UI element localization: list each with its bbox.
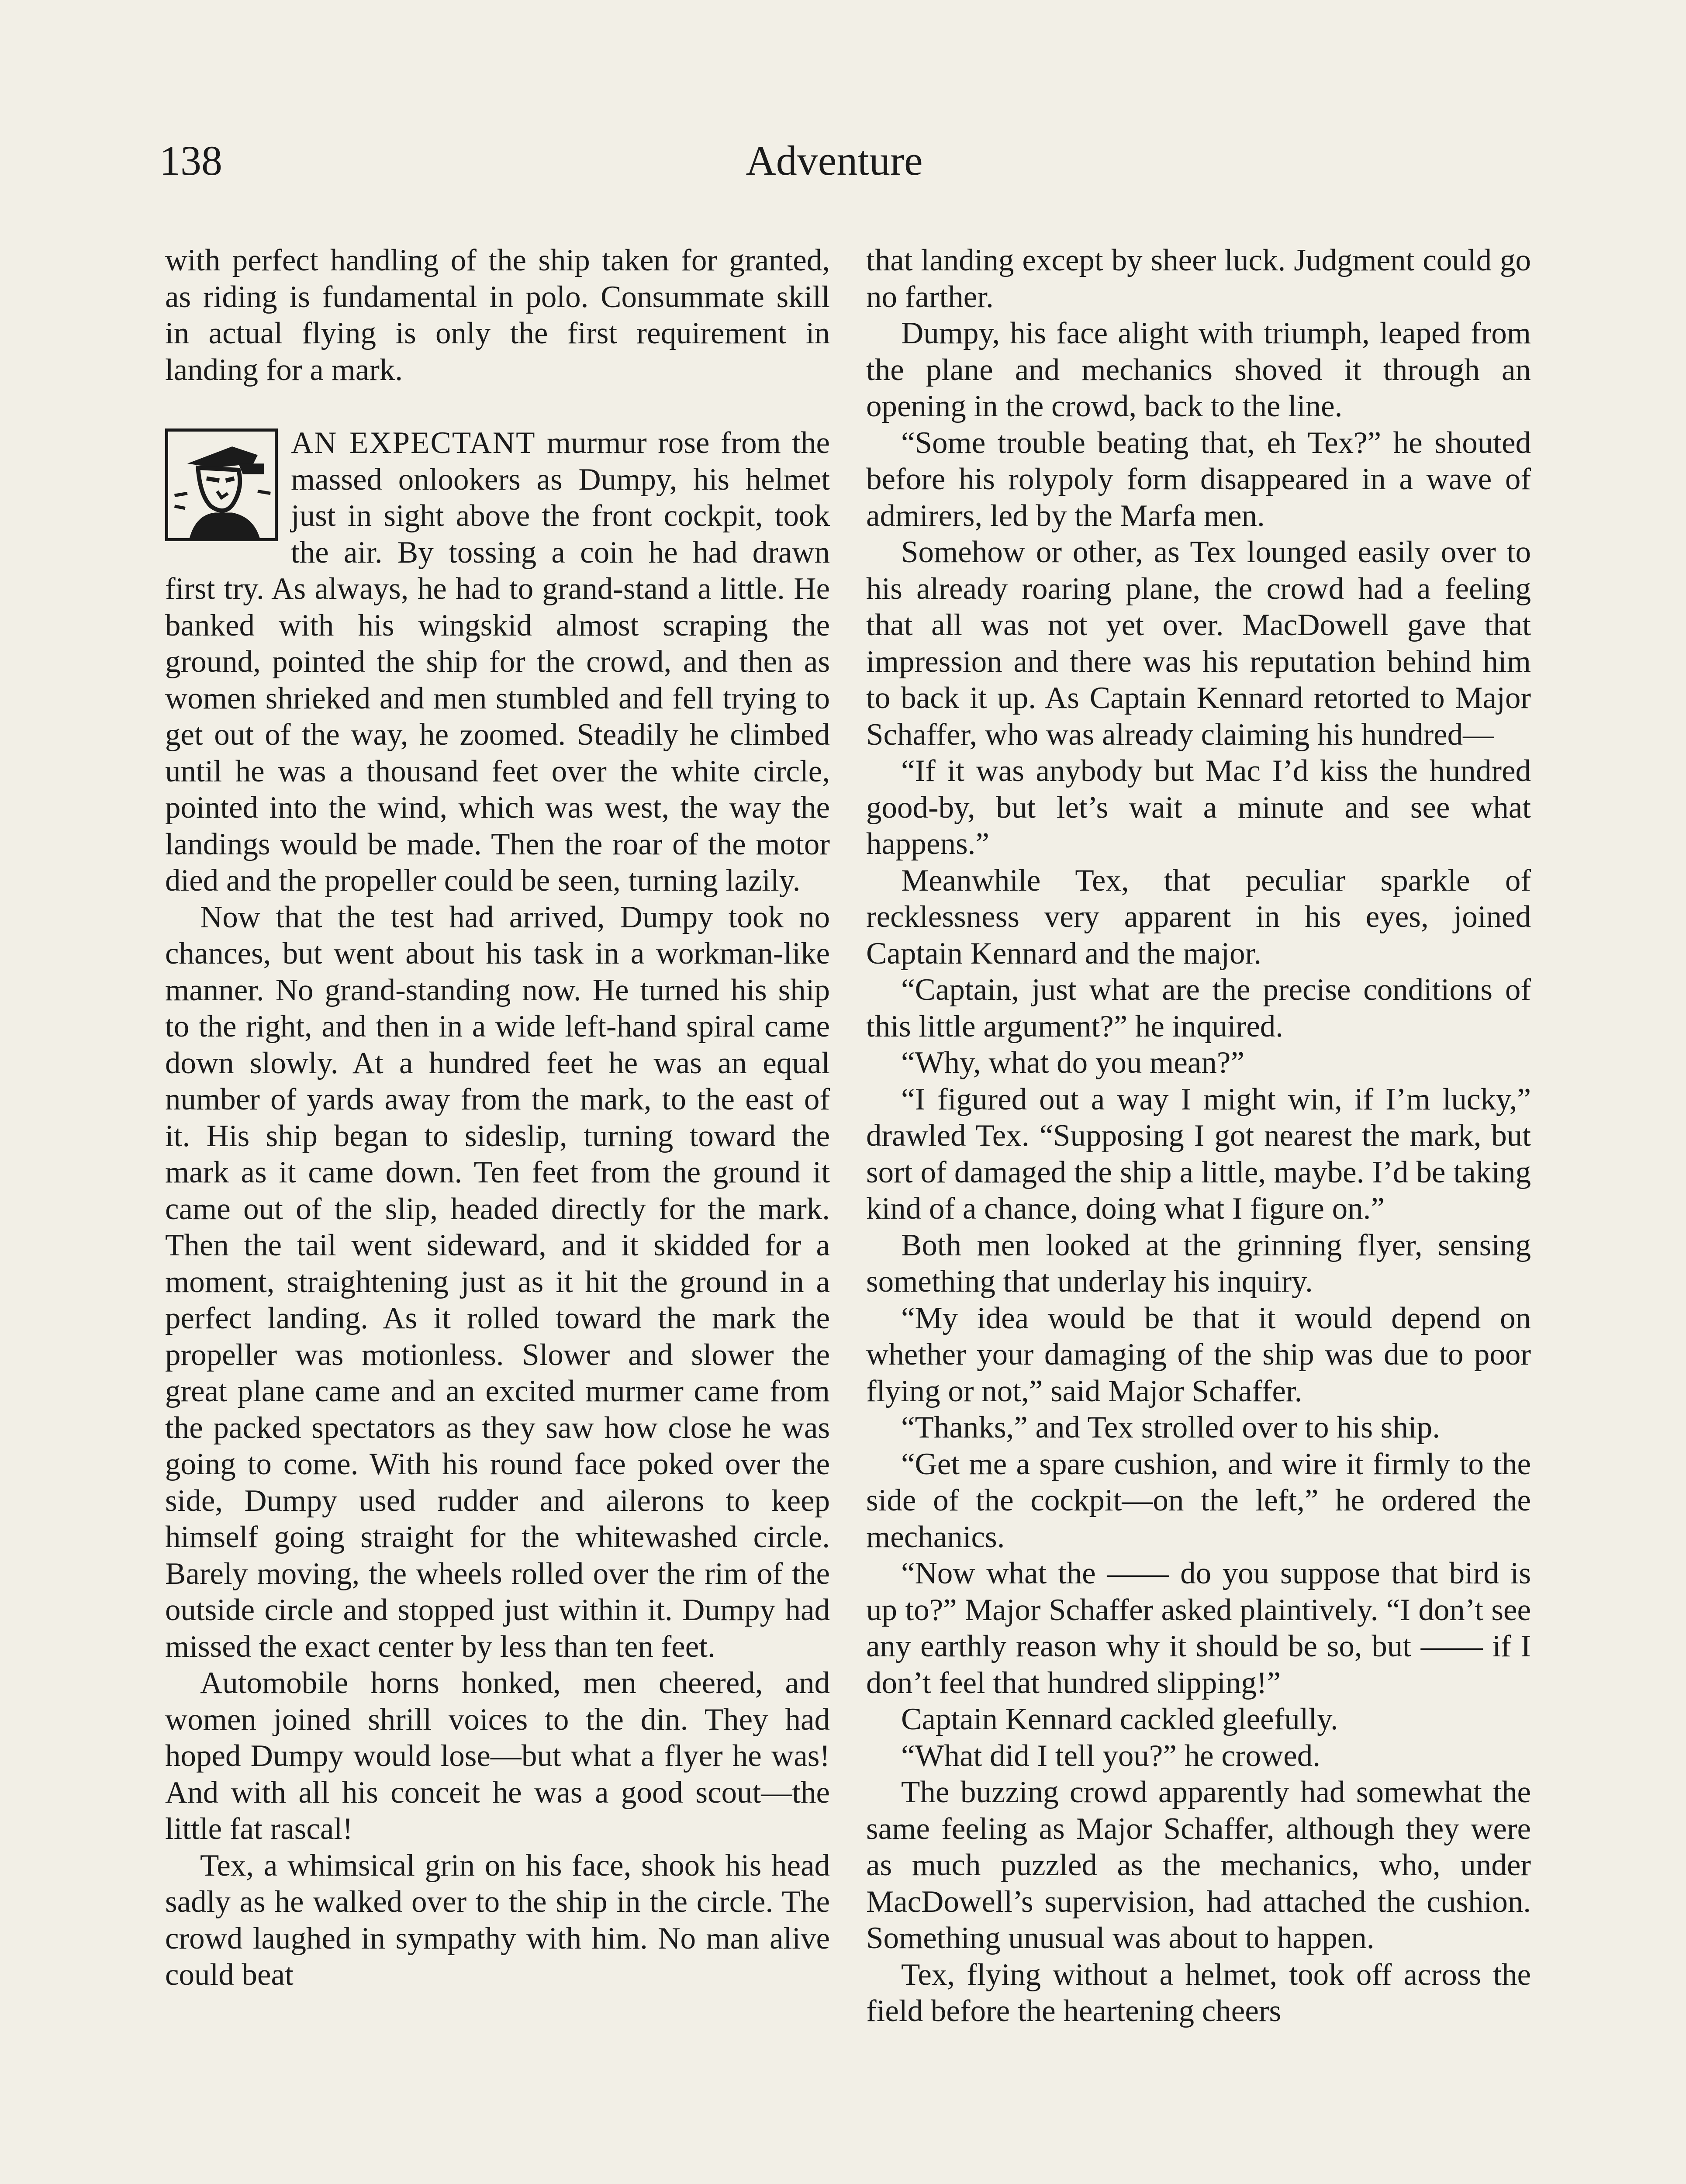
page-number: 138 [159,137,222,184]
dropcap-lead: AN EXPECTANT [291,426,536,460]
paragraph: Dumpy, his face alight with triumph, leaped from the plane and mechanics shoved it through an opening in the crowd, back to the line. [866,316,1531,423]
paragraph: “Get me a spare cushion, and wire it firmly to the side of the cockpit—on the left,” he ordered the mechanics. [866,1447,1531,1554]
paragraph: “Now what the —— do you suppose that bird is up to?” Major Schaffer asked plaintively. “I don’t see any earthly reason why it should be so, but —— if I don’t feel that hundred slipping!” [866,1556,1531,1700]
right-column [866,242,1531,2030]
paragraph: Tex, flying without a helmet, took off across the field before the heartening cheers [866,1957,1531,2028]
paragraph: Somehow or other, as Tex lounged easily over to his already roaring plane, the crowd had a feeling that all was not yet over. MacDowell gave that impression and there was his reputation behind him to back it up. As Captain Kennard retorted to Major Schaffer, who was already claiming his hundred— [866,535,1531,752]
paragraph: “I figured out a way I might win, if I’m lucky,” drawled Tex. “Supposing I got nearest the mark, but sort of damaged the ship a little, maybe. I’d be taking kind of a chance, doing what I figure on.” [866,1082,1531,1226]
paragraph: that landing except by sheer luck. Judgment could go no farther. [866,243,1531,314]
running-head: Adventure [746,137,923,184]
paragraph: “What did I tell you?” he crowed. [901,1738,1321,1773]
paragraph: “Captain, just what are the precise conditions of this little argument?” he inquired. [866,973,1531,1044]
paragraph: “Some trouble beating that, eh Tex?” he shouted before his rolypoly form disappeared in a wave of admirers, led by the Marfa men. [866,425,1531,533]
paragraph: The buzzing crowd apparently had somewhat the same feeling as Major Schaffer, although they were as much puzzled as the mechanics, who, under MacDowell’s supervision, had attached the cushion. Something unusual was about to happen. [866,1775,1531,1955]
left-column [165,242,830,1994]
paragraph: “Thanks,” and Tex strolled over to his ship. [901,1410,1441,1444]
paragraph: with perfect handling of the ship taken for granted, as riding is fundamental in polo. Consummate skill in actual flying is only the first requirement in landing for a mark. [165,243,830,387]
paragraph: “Why, what do you mean?” [901,1046,1244,1080]
paragraph: “My idea would be that it would depend on whether your damaging of the ship was due to poor flying or not,” said Major Schaffer. [866,1301,1531,1408]
paragraph: Automobile horns honked, men cheered, and women joined shrill voices to the din. They had hoped Dumpy would lose—but what a flyer he was! And with all his conceit he was a good scout—the little fat rascal! [165,1666,830,1846]
paragraph: Both men looked at the grinning flyer, sensing something that underlay his inquiry. [866,1228,1531,1299]
paragraph: Meanwhile Tex, that peculiar sparkle of recklessness very apparent in his eyes, joined Captain Kennard and the major. [866,863,1531,971]
paragraph-dropcap [165,425,830,899]
paragraph: “If it was anybody but Mac I’d kiss the hundred good-by, but let’s wait a minute and see what happens.” [866,754,1531,861]
aviator-portrait-icon [165,429,278,541]
paragraph: Tex, a whimsical grin on his face, shook his head sadly as he walked over to the ship in the circle. The crowd laughed in sympathy with him. No man alive could beat [165,1848,830,1992]
paragraph: Captain Kennard cackled gleefully. [901,1702,1338,1736]
paragraph: Now that the test had arrived, Dumpy took no chances, but went about his task in a workman-like manner. No grand-standing now. He turned his ship to the right, and then in a wide left-hand spiral came down slowly. At a hundred feet he was an equal number of yards away from the mark, to the east of it. His ship began to sideslip, turning toward the mark as it came down. Ten feet from the ground it came out of the slip, headed directly for the mark. Then the tail went sideward, and it skidded for a moment, straightening just as it hit the ground in a perfect landing. As it rolled toward the mark the propeller was motionless. Slower and slower the great plane came and an excited murmer came from the packed spectators as they saw how close he was going to come. With his round face poked over the side, Dumpy used rudder and ailerons to keep himself going straight for the whitewashed circle. Barely moving, the wheels rolled over the rim of the outside circle and stopped just within it. Dumpy had missed the exact center by less than ten feet. [165,900,830,1664]
paragraph-text: murmur rose from the massed onlookers as Dumpy, his helmet just in sight above the front cockpit, took the air. By tossing a coin he had drawn first try. As always, he had to grand-stand a little. He banked with his wingskid almost scraping the ground, pointed the ship for the crowd, and then as women shrieked and men stumbled and fell trying to get out of the way, he zoomed. Steadily he climbed until he was a thousand feet over the white circle, pointed into the wind, which was west, the way the landings would be made. Then the roar of the motor died and the propeller could be seen, turning lazily. [165,426,830,898]
section-break [165,388,830,425]
